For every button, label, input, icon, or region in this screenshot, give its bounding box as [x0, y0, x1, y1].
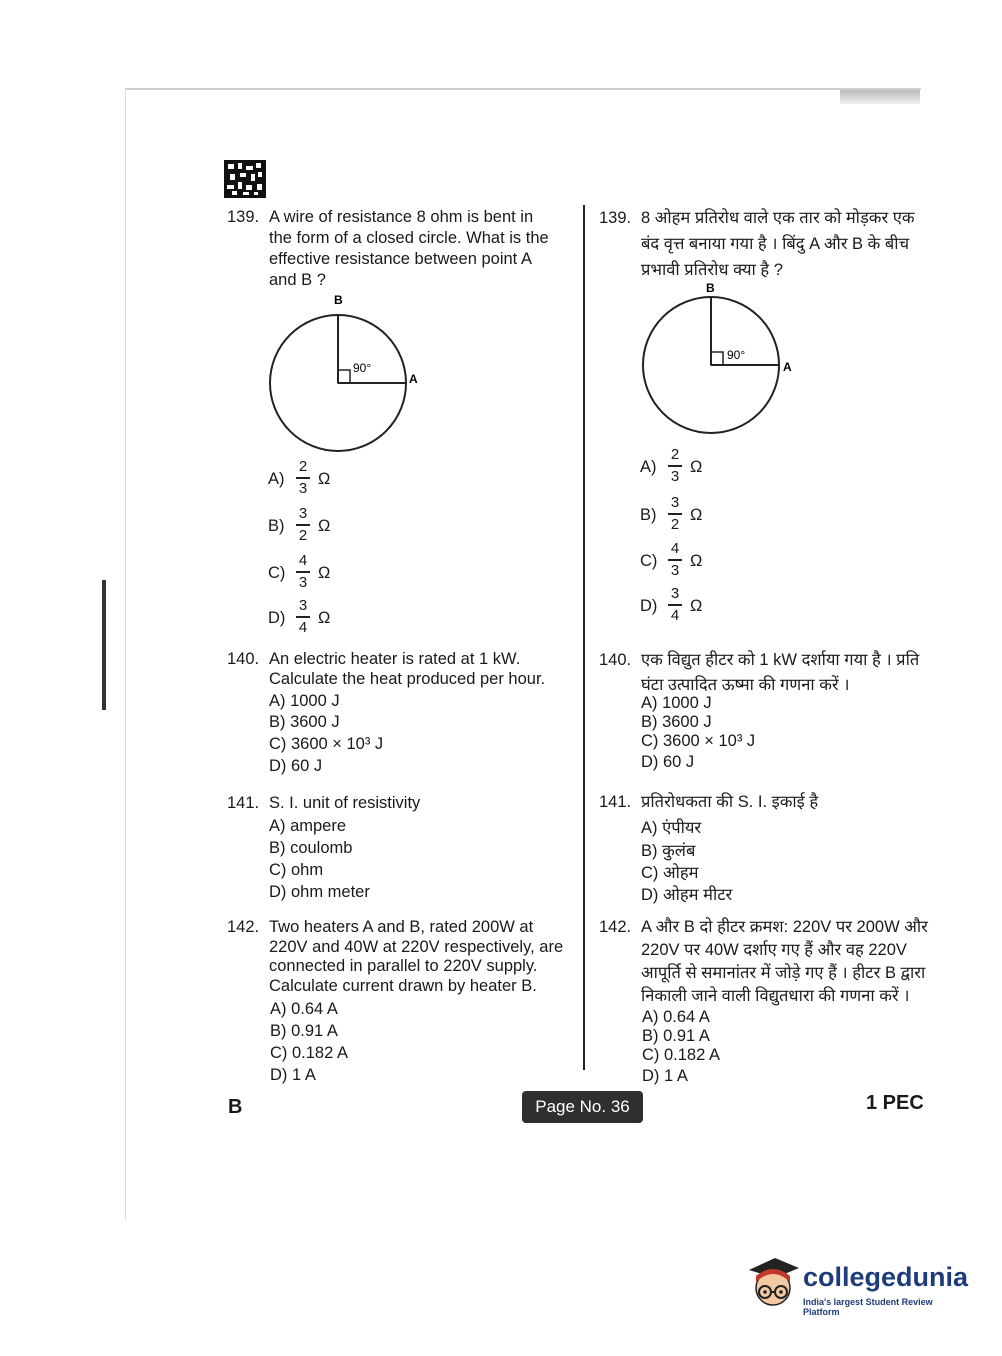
question-line: A wire of resistance 8 ohm is bent in: [269, 208, 534, 226]
option-c: C) 0.182 A: [642, 1046, 720, 1064]
fraction: [296, 505, 310, 545]
logo-brand: collegedunia: [803, 1262, 969, 1292]
question-line: the form of a closed circle. What is the: [269, 229, 549, 247]
logo-tagline: India's largest Student Review Platform: [803, 1297, 933, 1317]
question-line: घंटा उत्पादित ऊष्मा की गणना करें ।: [641, 676, 850, 694]
option-label: C): [268, 564, 286, 582]
option-a: A) एंपीयर: [641, 819, 702, 837]
option-a: A) 0.64 A: [270, 1000, 338, 1018]
fraction: [668, 494, 682, 534]
option-a: A) 0.64 A: [642, 1008, 710, 1026]
option-b: B) 3600 J: [641, 713, 712, 731]
option-c: C) ओहम: [641, 864, 699, 882]
numerator: 4: [670, 540, 680, 557]
numerator: 3: [298, 597, 308, 614]
option-b: B) 0.91 A: [270, 1022, 338, 1040]
question-line: Two heaters A and B, rated 200W at: [269, 918, 534, 936]
option-c: C) ohm: [269, 861, 324, 879]
ohm-unit: Ω: [318, 517, 331, 535]
option-c: C) 0.182 A: [270, 1044, 348, 1062]
numerator: 3: [298, 505, 308, 522]
fraction: [668, 585, 682, 625]
fraction: [668, 446, 682, 486]
option-label: B): [640, 506, 657, 524]
option-d: D) ohm meter: [269, 883, 370, 901]
option-c: C) 3600 × 10³ J: [641, 732, 756, 750]
option-label: D): [268, 609, 286, 627]
denominator: 3: [670, 467, 680, 485]
option-b: B) 3600 J: [269, 713, 340, 731]
option-label: B): [268, 517, 285, 535]
qr-code-icon: [224, 160, 266, 198]
option-label: D): [640, 597, 658, 615]
ohm-unit: Ω: [318, 564, 331, 582]
label-a: A: [409, 372, 418, 386]
denominator: 4: [298, 618, 308, 636]
option-d: D) 1 A: [270, 1066, 316, 1084]
option-a: A) 1000 J: [641, 694, 712, 712]
denominator: 3: [298, 479, 308, 497]
numerator: 2: [670, 446, 680, 463]
numerator: 4: [298, 552, 308, 569]
question-line: A और B दो हीटर क्रमश: 220V पर 200W और: [641, 918, 928, 936]
option-d: D) 60 J: [641, 753, 695, 771]
page-number-badge: Page No. 36: [522, 1091, 643, 1123]
question-line: प्रभावी प्रतिरोध क्या है ?: [641, 261, 783, 279]
denominator: 3: [670, 561, 680, 579]
option-label: C): [640, 552, 658, 570]
scan-artifact-left: [102, 580, 106, 710]
question-line: प्रतिरोधकता की S. I. इकाई है: [641, 793, 819, 811]
question-line: 8 ओहम प्रतिरोध वाले एक तार को मोड़कर एक: [641, 209, 915, 227]
ohm-unit: Ω: [690, 506, 703, 524]
paper-code: 1 PEC: [866, 1092, 924, 1114]
series-label: B: [228, 1096, 243, 1118]
question-line: effective resistance between point A: [269, 250, 532, 268]
question-number: 141.: [599, 793, 632, 811]
mascot-icon: [745, 1252, 801, 1312]
angle-label: 90°: [353, 361, 372, 375]
collegedunia-logo: [745, 1248, 970, 1318]
option-d: D) 1 A: [642, 1067, 688, 1085]
option-a: A) 1000 J: [269, 692, 340, 710]
ohm-unit: Ω: [318, 609, 331, 627]
option-a: A) ampere: [269, 817, 347, 835]
option-b: B) कुलंब: [641, 842, 696, 860]
ohm-unit: Ω: [690, 552, 703, 570]
option-d: D) ओहम मीटर: [641, 886, 733, 904]
question-line: निकाली जाने वाली विद्युतधारा की गणना करें ।: [641, 987, 910, 1005]
numerator: 3: [670, 494, 680, 511]
ohm-unit: Ω: [318, 470, 331, 488]
option-label: A): [640, 458, 657, 476]
column-divider: [583, 205, 585, 1070]
option-d: D) 60 J: [269, 757, 323, 775]
question-line: 220V पर 40W दर्शाए गए हैं और वह 220V: [641, 941, 907, 959]
question-line: आपूर्ति से समानांतर में जोड़े गए हैं । हीटर B द्वारा: [641, 964, 926, 982]
question-number: 140.: [599, 651, 632, 669]
denominator: 4: [670, 606, 680, 624]
circle-diagram-hi: [628, 280, 803, 440]
label-a: A: [783, 360, 792, 374]
option-b: B) 0.91 A: [642, 1027, 710, 1045]
question-number: 141.: [227, 794, 260, 812]
question-number: 139.: [599, 209, 632, 227]
question-line: An electric heater is rated at 1 kW.: [269, 650, 521, 668]
denominator: 3: [298, 573, 308, 591]
circle-diagram-en: [255, 290, 430, 465]
scan-artifact: [840, 90, 920, 104]
question-line: S. I. unit of resistivity: [269, 794, 421, 812]
right-angle-mark: [711, 352, 723, 365]
fraction: [296, 458, 310, 498]
question-line: connected in parallel to 220V supply.: [269, 957, 538, 975]
option-c: C) 3600 × 10³ J: [269, 735, 384, 753]
question-line: Calculate the heat produced per hour.: [269, 670, 546, 688]
option-b: B) coulomb: [269, 839, 353, 857]
right-angle-mark: [338, 370, 350, 383]
question-line: and B ?: [269, 271, 326, 289]
numerator: 2: [298, 458, 308, 475]
question-number: 142.: [599, 918, 632, 936]
numerator: 3: [670, 585, 680, 602]
denominator: 2: [670, 515, 680, 533]
question-number: 140.: [227, 650, 260, 668]
ohm-unit: Ω: [690, 597, 703, 615]
question-number: 139.: [227, 208, 260, 226]
denominator: 2: [298, 526, 308, 544]
question-number: 142.: [227, 918, 260, 936]
fraction: [668, 540, 682, 580]
fraction: [296, 552, 310, 592]
question-line: 220V and 40W at 220V respectively, are: [269, 937, 564, 956]
ohm-unit: Ω: [690, 458, 703, 476]
label-b: B: [706, 281, 715, 295]
angle-label: 90°: [727, 348, 746, 362]
option-label: A): [268, 470, 285, 488]
fraction: [296, 597, 310, 637]
question-line: बंद वृत्त बनाया गया है । बिंदु A और B के बीच: [641, 235, 910, 253]
label-b: B: [334, 293, 343, 307]
question-line: एक विद्युत हीटर को 1 kW दर्शाया गया है । प्रति: [641, 651, 920, 669]
question-line: Calculate current drawn by heater B.: [269, 976, 537, 995]
